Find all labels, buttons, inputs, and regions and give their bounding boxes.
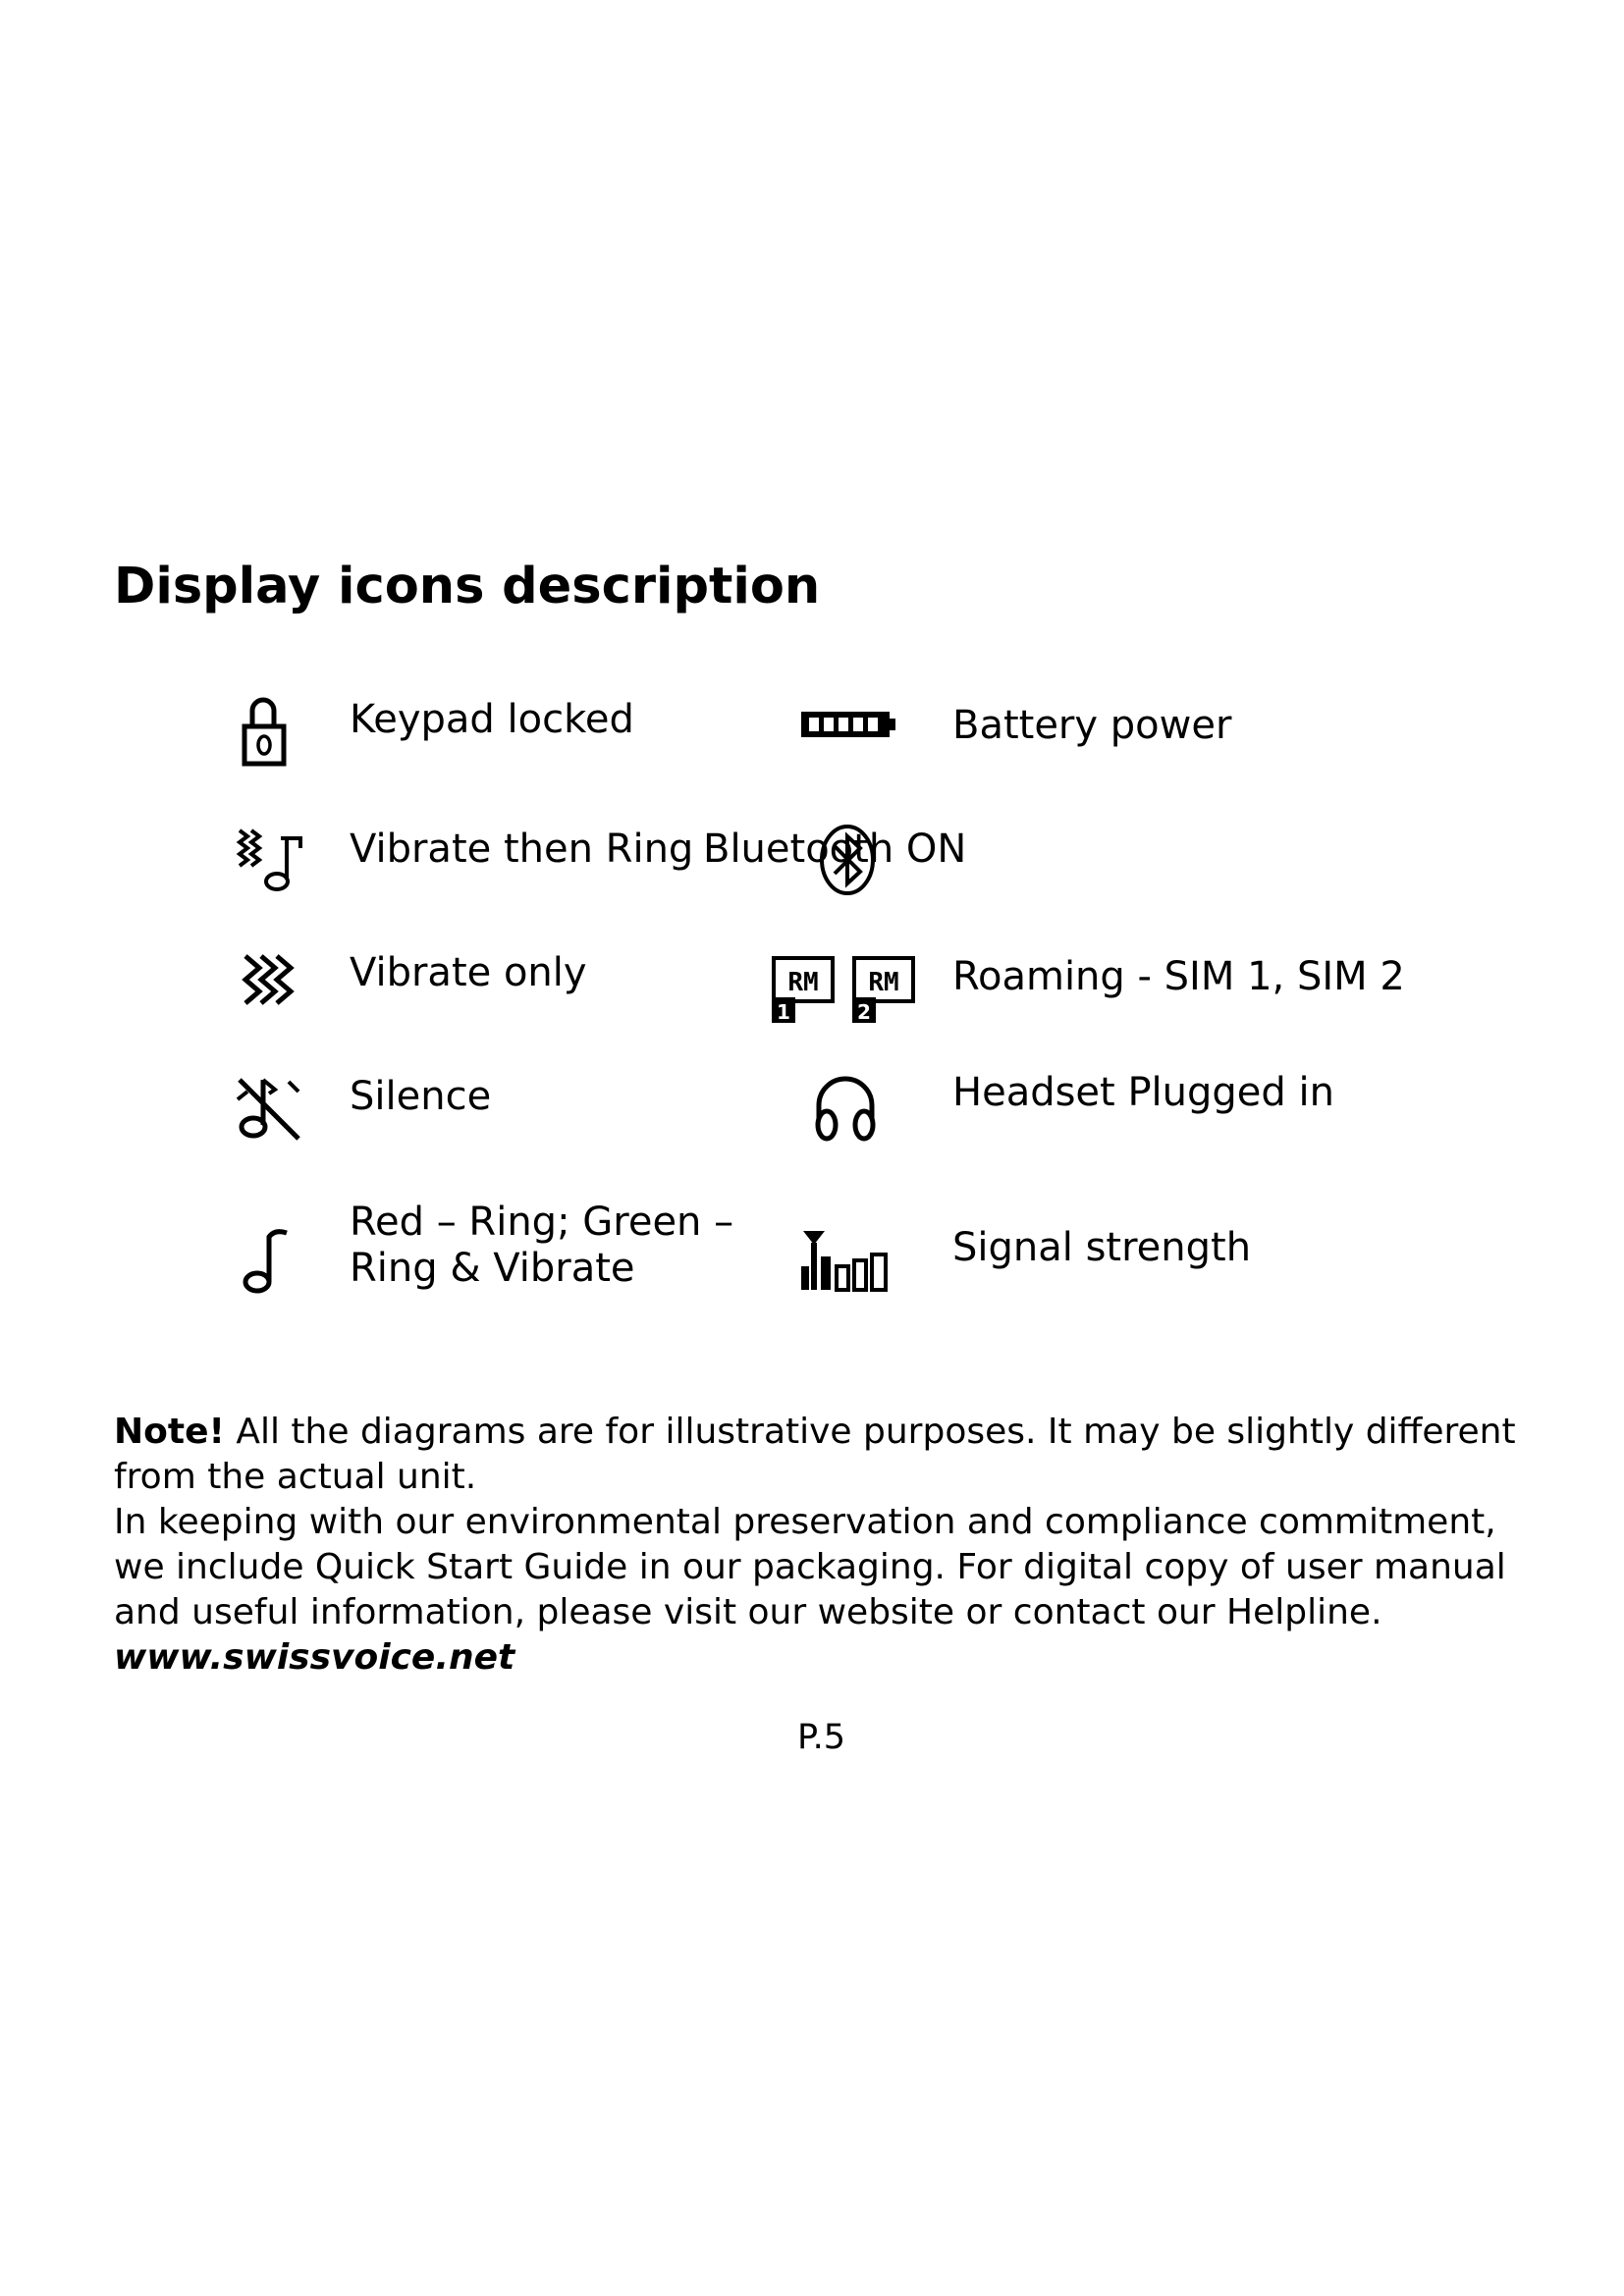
note-paragraph — [114, 1410, 1547, 1500]
svg-text:1: 1 — [777, 1000, 790, 1024]
vibrate-then-ring-label: Vibrate then Ring — [350, 827, 694, 872]
ring-mode-label-line1: Red – Ring; Green – — [350, 1200, 734, 1245]
environment-paragraph: In keeping with our environmental preservation and compliance commitment, we include Quick Start Guide in our packaging. For digital copy of user manual and useful information, please visit our website or contact our Helpline. — [114, 1502, 1506, 1632]
silence-label: Silence — [350, 1074, 492, 1119]
note-text: All the diagrams are for illustrative purposes. It may be slightly different from the actual unit. — [114, 1412, 1516, 1497]
signal-strength-label: Signal strength — [952, 1225, 1252, 1270]
lock-icon — [241, 697, 301, 768]
headset-label: Headset Plugged in — [952, 1070, 1334, 1115]
bluetooth-on-label: Bluetooth ON — [703, 827, 967, 872]
headset-icon — [811, 1072, 880, 1143]
battery-power-label: Battery power — [952, 703, 1232, 748]
note-lead: Note! — [114, 1412, 225, 1452]
vibrate-only-label: Vibrate only — [350, 950, 587, 995]
page-title: Display icons description — [114, 558, 821, 615]
keypad-locked-label: Keypad locked — [350, 697, 634, 742]
svg-text:RM: RM — [868, 968, 899, 997]
svg-text:2: 2 — [857, 1000, 871, 1024]
battery-icon — [799, 710, 897, 739]
silence-icon — [234, 1074, 304, 1145]
ring-mode-label-line2: Ring & Vibrate — [350, 1246, 635, 1291]
roaming-sim2-icon — [850, 954, 919, 1025]
svg-text:RM: RM — [787, 968, 819, 997]
roaming-label: Roaming - SIM 1, SIM 2 — [952, 954, 1405, 999]
page-number: P.5 — [797, 1718, 846, 1757]
music-note-icon — [240, 1227, 300, 1296]
note-block — [114, 1410, 1547, 1681]
website-link[interactable]: www.swissvoice.net — [114, 1637, 515, 1678]
roaming-sim1-icon — [770, 954, 839, 1025]
vibrate-then-ring-icon — [236, 825, 306, 895]
vibrate-icon — [236, 952, 306, 1011]
signal-strength-icon — [799, 1227, 893, 1292]
